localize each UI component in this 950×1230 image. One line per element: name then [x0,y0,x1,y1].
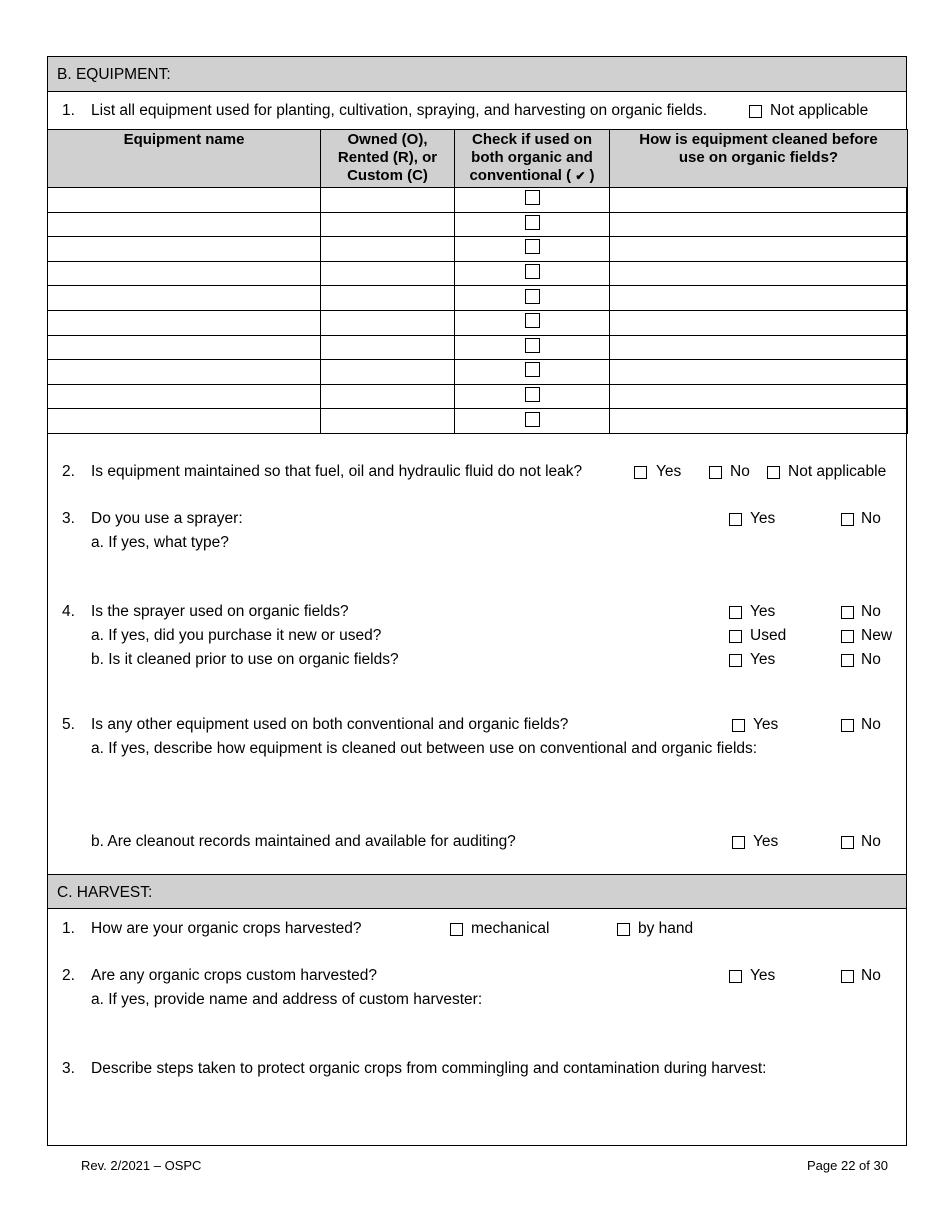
q4-no-checkbox[interactable] [841,606,854,619]
q3-no-label: No [861,510,881,527]
ownership-cell[interactable] [321,188,455,213]
cleaning-method-cell[interactable] [610,409,908,434]
q3-yes-checkbox[interactable] [729,513,742,526]
both-use-checkbox[interactable] [525,362,540,377]
q2-na-checkbox[interactable] [767,466,780,479]
q1-text: List all equipment used for planting, cultivation, spraying, and harvesting on organic fields. [91,102,708,119]
q4a-used-label: Used [750,627,787,644]
cleaning-method-cell[interactable] [610,286,908,311]
both-use-cell[interactable] [455,409,610,434]
q4-yes-label: Yes [750,603,776,620]
table-row [48,335,908,360]
both-use-checkbox[interactable] [525,338,540,353]
both-use-checkbox[interactable] [525,239,540,254]
q3-text: Do you use a sprayer: [91,510,243,527]
cleaning-method-cell[interactable] [610,212,908,237]
not-applicable-label: Not applicable [770,102,869,119]
ownership-cell[interactable] [321,409,455,434]
c2-number: 2. [62,967,75,984]
q4-number: 4. [62,603,75,620]
q5-yes-label: Yes [753,716,779,733]
by-hand-checkbox[interactable] [617,923,630,936]
col-header-cleaning: How is equipment cleaned before use on organic fields? [610,130,908,188]
ownership-cell[interactable] [321,360,455,385]
q3a-text: a. If yes, what type? [91,534,229,551]
both-use-cell[interactable] [455,261,610,286]
q4-yes-checkbox[interactable] [729,606,742,619]
c2-no-checkbox[interactable] [841,970,854,983]
table-row [48,360,908,385]
equipment-name-cell[interactable] [48,335,321,360]
ownership-cell[interactable] [321,237,455,262]
q4a-new-label: New [861,627,893,644]
table-row [48,286,908,311]
q1-number: 1. [62,102,75,119]
equipment-name-cell[interactable] [48,212,321,237]
c2-yes-label: Yes [750,967,776,984]
table-row [48,310,908,335]
checkmark-icon: ✔ [575,169,586,183]
c2a-text: a. If yes, provide name and address of custom harvester: [91,991,483,1008]
both-use-cell[interactable] [455,237,610,262]
table-row [48,384,908,409]
ownership-cell[interactable] [321,384,455,409]
ownership-cell[interactable] [321,286,455,311]
both-use-cell[interactable] [455,310,610,335]
c1-number: 1. [62,920,75,937]
q2-number: 2. [62,463,75,480]
cleaning-method-cell[interactable] [610,335,908,360]
not-applicable-checkbox[interactable] [749,105,762,118]
q2-no-label: No [730,463,750,480]
equipment-name-cell[interactable] [48,384,321,409]
equipment-name-cell[interactable] [48,286,321,311]
q4b-yes-label: Yes [750,651,776,668]
q4b-yes-checkbox[interactable] [729,654,742,667]
q5b-no-label: No [861,833,881,850]
cleaning-method-cell[interactable] [610,237,908,262]
cleaning-method-cell[interactable] [610,360,908,385]
equipment-name-cell[interactable] [48,310,321,335]
ownership-cell[interactable] [321,261,455,286]
c3-text: Describe steps taken to protect organic crops from commingling and contamination during harvest: [91,1060,767,1077]
table-row [48,237,908,262]
cleaning-method-cell[interactable] [610,261,908,286]
section-header-equipment [48,57,906,92]
section-title: B. EQUIPMENT: [57,66,171,83]
cleaning-method-cell[interactable] [610,384,908,409]
mechanical-label: mechanical [471,920,550,937]
footer-page-number: Page 22 of 30 [807,1158,888,1173]
q4-text: Is the sprayer used on organic fields? [91,603,349,620]
col-header-ownership: Owned (O), Rented (R), or Custom (C) [321,130,455,188]
both-use-checkbox[interactable] [525,190,540,205]
q3-yes-label: Yes [750,510,776,527]
q3-number: 3. [62,510,75,527]
col-header-equipment-name: Equipment name [48,130,321,188]
q2-na-label: Not applicable [788,463,887,480]
q5-no-label: No [861,716,881,733]
both-use-cell[interactable] [455,188,610,213]
equipment-name-cell[interactable] [48,188,321,213]
q5-text: Is any other equipment used on both conventional and organic fields? [91,716,569,733]
section-title: C. HARVEST: [57,884,153,901]
col-header-both-use: Check if used on both organic and conventional ( ✔ ) [455,130,610,188]
cleaning-method-cell[interactable] [610,310,908,335]
q5-no-checkbox[interactable] [841,719,854,732]
both-use-cell[interactable] [455,335,610,360]
both-use-cell[interactable] [455,360,610,385]
q4b-no-checkbox[interactable] [841,654,854,667]
by-hand-label: by hand [638,920,694,937]
q4-no-label: No [861,603,881,620]
q5b-yes-label: Yes [753,833,779,850]
both-use-cell[interactable] [455,384,610,409]
q4a-used-checkbox[interactable] [729,630,742,643]
equipment-table [47,129,908,434]
both-use-checkbox[interactable] [525,412,540,427]
q4b-text: b. Is it cleaned prior to use on organic fields? [91,651,399,668]
equipment-name-cell[interactable] [48,237,321,262]
q4a-text: a. If yes, did you purchase it new or used? [91,627,382,644]
q3-no-checkbox[interactable] [841,513,854,526]
ownership-cell[interactable] [321,335,455,360]
c2-text: Are any organic crops custom harvested? [91,967,378,984]
q5a-text: a. If yes, describe how equipment is cleaned out between use on conventional and organic fields: [91,740,758,757]
q2-yes-checkbox[interactable] [634,466,647,479]
q5b-text: b. Are cleanout records maintained and available for auditing? [91,833,516,850]
c1-text: How are your organic crops harvested? [91,920,362,937]
q2-text: Is equipment maintained so that fuel, oil and hydraulic fluid do not leak? [91,463,583,480]
c2-yes-checkbox[interactable] [729,970,742,983]
form-frame [47,56,907,1146]
c3-number: 3. [62,1060,75,1077]
both-use-checkbox[interactable] [525,215,540,230]
both-use-checkbox[interactable] [525,387,540,402]
q5-yes-checkbox[interactable] [732,719,745,732]
section-header-harvest [48,874,906,909]
ownership-cell[interactable] [321,310,455,335]
cleaning-method-cell[interactable] [610,188,908,213]
both-use-cell[interactable] [455,286,610,311]
equipment-name-cell[interactable] [48,360,321,385]
equipment-name-cell[interactable] [48,261,321,286]
q2-no-checkbox[interactable] [709,466,722,479]
both-use-checkbox[interactable] [525,313,540,328]
both-use-cell[interactable] [455,212,610,237]
table-row [48,261,908,286]
q2-yes-label: Yes [656,463,682,480]
ownership-cell[interactable] [321,212,455,237]
q5-number: 5. [62,716,75,733]
q5b-yes-checkbox[interactable] [732,836,745,849]
q4b-no-label: No [861,651,881,668]
mechanical-checkbox[interactable] [450,923,463,936]
table-row [48,409,908,434]
table-row [48,212,908,237]
c2-no-label: No [861,967,881,984]
both-use-checkbox[interactable] [525,289,540,304]
q4a-new-checkbox[interactable] [841,630,854,643]
footer-revision: Rev. 2/2021 – OSPC [81,1158,202,1173]
both-use-checkbox[interactable] [525,264,540,279]
table-row [48,188,908,213]
q5b-no-checkbox[interactable] [841,836,854,849]
equipment-name-cell[interactable] [48,409,321,434]
